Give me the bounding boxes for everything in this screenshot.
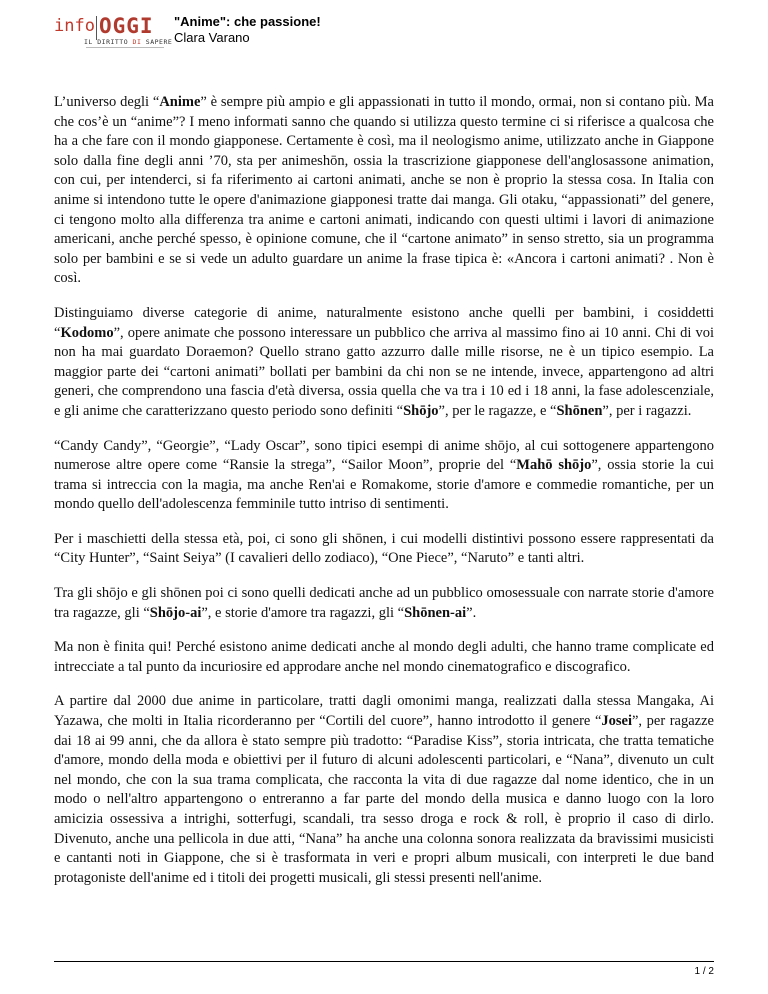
text-run: Per i maschietti della stessa età, poi, ci sono gli shōnen, i cui modelli distintivi possono essere rappresentati da “City Hunter”, “Saint Seiya” (I cavalieri dello zodiaco), “One Piece”, “Naruto” e tanti altri. [54, 530, 714, 567]
text-run: Distinguiamo diverse categorie di anime, naturalmente esistono anche quelli per bambini, i cosiddetti “ [54, 304, 714, 341]
text-run: ”, ossia storie la cui trama si intreccia con la magia, ma anche Ren'ai e Romakome, storie d'amore e commedie romantiche, per un mondo quello dell'adolescenza femminile tutto intriso di sentimenti. [54, 457, 714, 513]
bold-term: Anime [159, 94, 201, 110]
bold-term: Kodomo [60, 324, 114, 341]
article-paragraph [54, 304, 714, 422]
article-body [54, 93, 714, 903]
article-paragraph [54, 437, 714, 515]
text-run: “Candy Candy”, “Georgie”, “Lady Oscar”, sono tipici esempi di anime shōjo, al cui sottogenere appartengono numerose altre opere come “Ransie la strega”, “Sailor Moon”, proprie del “ [54, 437, 714, 474]
bold-term: Josei [601, 713, 632, 730]
article-paragraph [54, 692, 714, 888]
logo-info-text: info [54, 16, 95, 36]
document-author: Clara Varano [174, 30, 250, 45]
bold-term: Mahō shōjo [516, 457, 592, 474]
text-run: Ma non è finita qui! Perché esistono anime dedicati anche al mondo degli adulti, che hanno trame complicate ed intrecciate a tal punto da incuriosire ed approdare anche nel mondo cinematografico e discografico. [54, 639, 714, 675]
logo-underline [86, 47, 164, 48]
text-run: ”, per ragazze dai 18 ai 99 anni, che da allora è stato sempre più tradotto: “Paradise Kiss”, storia intricata, che tratta tematiche d'amore, mondo della moda e obiettivi per il futuro di alcuni adolescenti particolari, e “Nana”, divenuto un cult nel mondo, che con la sua trama complicata, che racconta la vita di due ragazze dal nome identico, che in un modo o nell'altro appartengono o entreranno a far parte del mondo della musica e danno luogo con la loro amicizia ossessiva a intrighi, sotterfugi, scandali, tra sesso droga e rock & roll, è proprio il caso di dirlo. Divenuto, anche una pellicola in due atti, “Nana” ha anche una colonna sonora realizzata da bravissimi musicisti e cantanti noti in Giappone, che si è trasformata in veri e propri album musicali, con interpreti le due band protagoniste dell'anime ed i titoli dei progetti musicali, gli stessi presenti nell'anime. [54, 713, 714, 886]
bold-term: Shōjo-ai [149, 604, 202, 621]
article-paragraph [54, 93, 714, 289]
logo-oggi-text: OGGI [99, 14, 154, 38]
article-paragraph [54, 638, 714, 677]
logo-tagline [84, 38, 172, 46]
page-header [54, 14, 714, 50]
article-paragraph [54, 584, 714, 623]
title-block [174, 14, 321, 46]
text-run: Tra gli shōjo e gli shōnen poi ci sono quelli dedicati anche ad un pubblico omosessuale con narrate storie d'amore tra ragazze, gli “ [54, 585, 714, 621]
bold-term: Shōjo [403, 402, 439, 419]
text-run: L’universo degli “ [54, 94, 160, 110]
text-run: ”, per le ragazze, e “ [438, 402, 557, 419]
text-run: ”, e storie d'amore tra ragazzi, gli “ [201, 604, 405, 621]
text-run: ”. [466, 604, 477, 621]
text-run: ”, per i ragazzi. [602, 402, 692, 419]
text-run: A partire dal 2000 due anime in particolare, tratti dagli omonimi manga, realizzati dalla stessa Mangaka, Ai Yazawa, che molti in Italia ricorderanno per “Cortili del cuore”, hanno introdotto il genere “ [54, 693, 714, 730]
footer-divider [54, 961, 714, 962]
logo-tagline-part: DI [132, 38, 142, 46]
logo-tagline-part: IL DIRITTO [84, 38, 133, 46]
logo-tagline-part: SAPERE [141, 38, 173, 46]
text-run: ” è sempre più ampio e gli appassionati in tutto il mondo, ormai, non si contano più. Ma che cos’è un “anime”? I meno informati sanno che quando si utilizza questo termine ci si riferisce a qualcosa che ha a che fare con il mondo giapponese. Certamente è così, ma il neologismo anime, utilizzato anche in Giappone solo dalla fine degli anni ’70, sta per animeshōn, ossia la trascrizione giapponese dell'anglosassone animation, con cui, per intenderci, si fa riferimento ai cartoni animati, anche se non è proprio la stessa cosa. In Italia con anime si intendono tutte le opere d'animazione giapponesi tratte dai manga. Gli otaku, “appassionati” del genere, ci tengono molto alla differenza tra anime e cartoni animati, indicando con questi ultimi i lavori di animazione americani, anche perché spesso, è opinione comune, che il “cartone animato” in senso stretto, sia un programma solo per bambini e se si vede un adulto guardare un anime la frase tipica è: «Ancora i cartoni animati? . Non è così. [54, 94, 714, 287]
infooggi-logo [54, 14, 173, 50]
text-run: ”, opere animate che possono interessare un pubblico che arriva al massimo fino ai 10 anni. Chi di voi non ha mai guardato Doraemon? Quello strano gatto azzurro dalle mille risorse, ne è un tipico esempio. La maggior parte dei “cartoni animati” bollati per bambini da chi non se ne intende, invece, appartengono ad altri generi, che comprendono una fascia d'età diversa, ossia quella che va tra i 10 ed i 18 anni, la fase adolescenziale, e gli anime che caratterizzano questo periodo sono definiti “ [54, 324, 714, 419]
bold-term: Shōnen-ai [404, 604, 467, 621]
page-number: 1 / 2 [694, 966, 714, 977]
document-title: "Anime": che passione! [174, 14, 321, 29]
article-paragraph [54, 530, 714, 569]
bold-term: Shōnen [556, 402, 603, 419]
logo-divider [96, 16, 97, 40]
